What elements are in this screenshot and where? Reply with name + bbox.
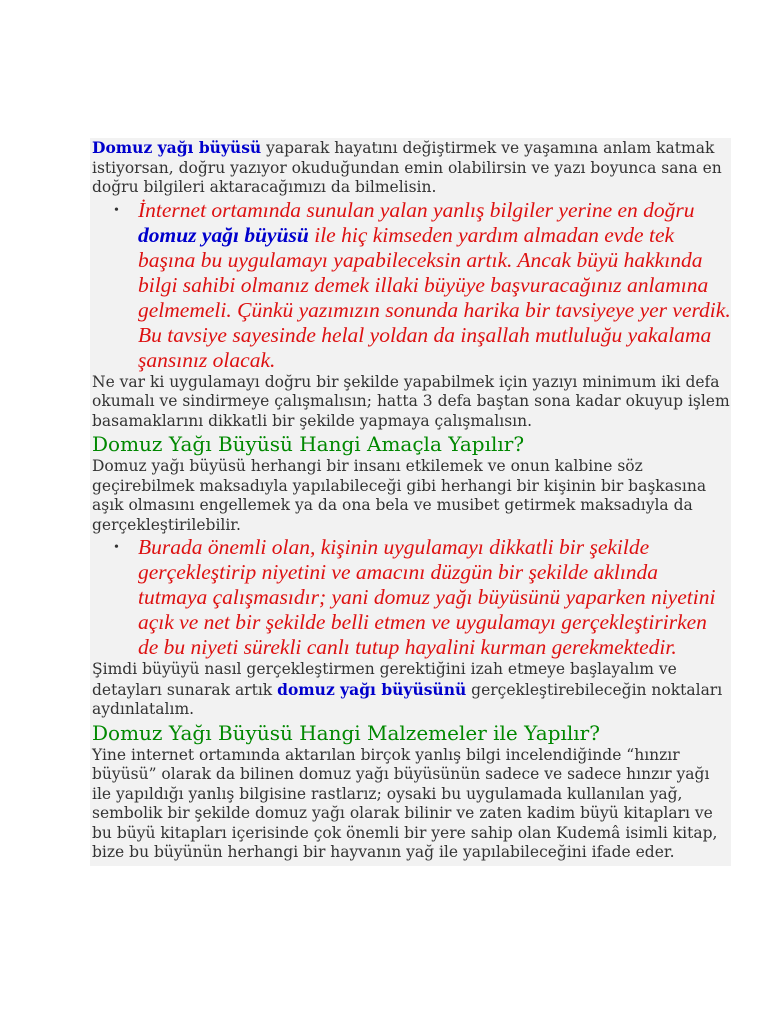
bullet-item-1	[114, 198, 731, 373]
bullet1-link[interactable]: domuz yağı büyüsü	[138, 222, 309, 247]
bullet-item-2: • Burada önemli olan, kişinin uygulamayı dikkatli bir şekilde gerçekleştirip niyetini ve amacını düzgün bir şekilde aklında tutmaya çalışmasıdır; yani domuz yağı büyüsünü yaparken niyetini açık ve net bir şekilde belli etmen ve uygulamayı gerçekleştirirken de bu niyeti sürekli canlı tutup hayalini kurman gerekmektedir.	[114, 535, 731, 660]
intro-link[interactable]: Domuz yağı büyüsü	[92, 138, 262, 157]
heading-materials: Domuz Yağı Büyüsü Hangi Malzemeler ile Yapılır?	[92, 720, 600, 745]
intro-paragraph	[90, 138, 731, 198]
bullet1-text-before: İnternet ortamında sunulan yalan yanlış bilgiler yerine en doğru	[138, 197, 695, 222]
paragraph-4	[90, 660, 731, 720]
intro-text: yaparak hayatını değiştirmek ve yaşamına anlam katmak istiyorsan, doğru yazıyor okuduğundan emin olabilirsin ve yazı boyunca sana en doğru bilgileri aktaracağımızı da bilmelisin.	[92, 139, 722, 196]
bullet-list-1	[90, 198, 731, 373]
para4-text-after: gerçekleştirebileceğin noktaları aydınlatalım.	[92, 680, 723, 718]
para4-text-before: Şimdi büyüyü nasıl gerçekleştirmen gerektiğini izah etmeye başlayalım ve detayları sunarak artık	[92, 660, 677, 699]
bullet-list-2	[90, 535, 731, 660]
paragraph-2: Ne var ki uygulamayı doğru bir şekilde yapabilmek için yazıyı minimum iki defa okumalı ve sindirmeye çalışmalısın; hatta 3 defa baştan sona kadar okuyup işlem basamaklarını dikkatli bir şekilde yapmaya çalışmalısın.	[92, 372, 730, 430]
article-content	[90, 138, 731, 866]
paragraph-3: Domuz yağı büyüsü herhangi bir insanı etkilemek ve onun kalbine söz geçirebilmek maksadıyla yapılabileceği gibi herhangi bir kişinin bir başkasına aşık olmasını engellemek ya da ona bela ve musibet getirmek maksadıyla da gerçekleştirilebilir.	[92, 457, 707, 534]
paragraph-5: Yine internet ortamında aktarılan birçok yanlış bilgi incelendiğinde “hınzır büyüsü” olarak da bilinen domuz yağı büyüsünün sadece ve sadece hınzır yağı ile yapıldığı yanlış bilgisine rastlarız; oysaki bu uygulamada kullanılan yağ, sembolik bir şekilde domuz yağı olarak bilinir ve zaten kadim büyü kitapları ve bu büyü kitapları içerisinde çok önemli bir yere sahip olan Kudemâ isimli kitap, bize bu büyünün herhangi bir hayvanın yağ ile yapılabileceğini ifade eder.	[92, 745, 718, 861]
heading-purpose: Domuz Yağı Büyüsü Hangi Amaçla Yapılır?	[92, 432, 525, 456]
bullet1-text-after: ile hiç kimseden yardım almadan evde tek başına bu uygulamayı yapabileceksin artık. Ancak büyü hakkında bilgi sahibi olmanız demek illaki büyüye başvuracağınız anlamına gelmemeli. Çünkü yazımızın sonunda harika bir tavsiyeye yer verdik. Bu tavsiye sayesinde helal yoldan da inşallah mutluluğu yakalama şansınız olacak.	[138, 222, 731, 372]
para4-link[interactable]: domuz yağı büyüsünü	[277, 679, 467, 699]
